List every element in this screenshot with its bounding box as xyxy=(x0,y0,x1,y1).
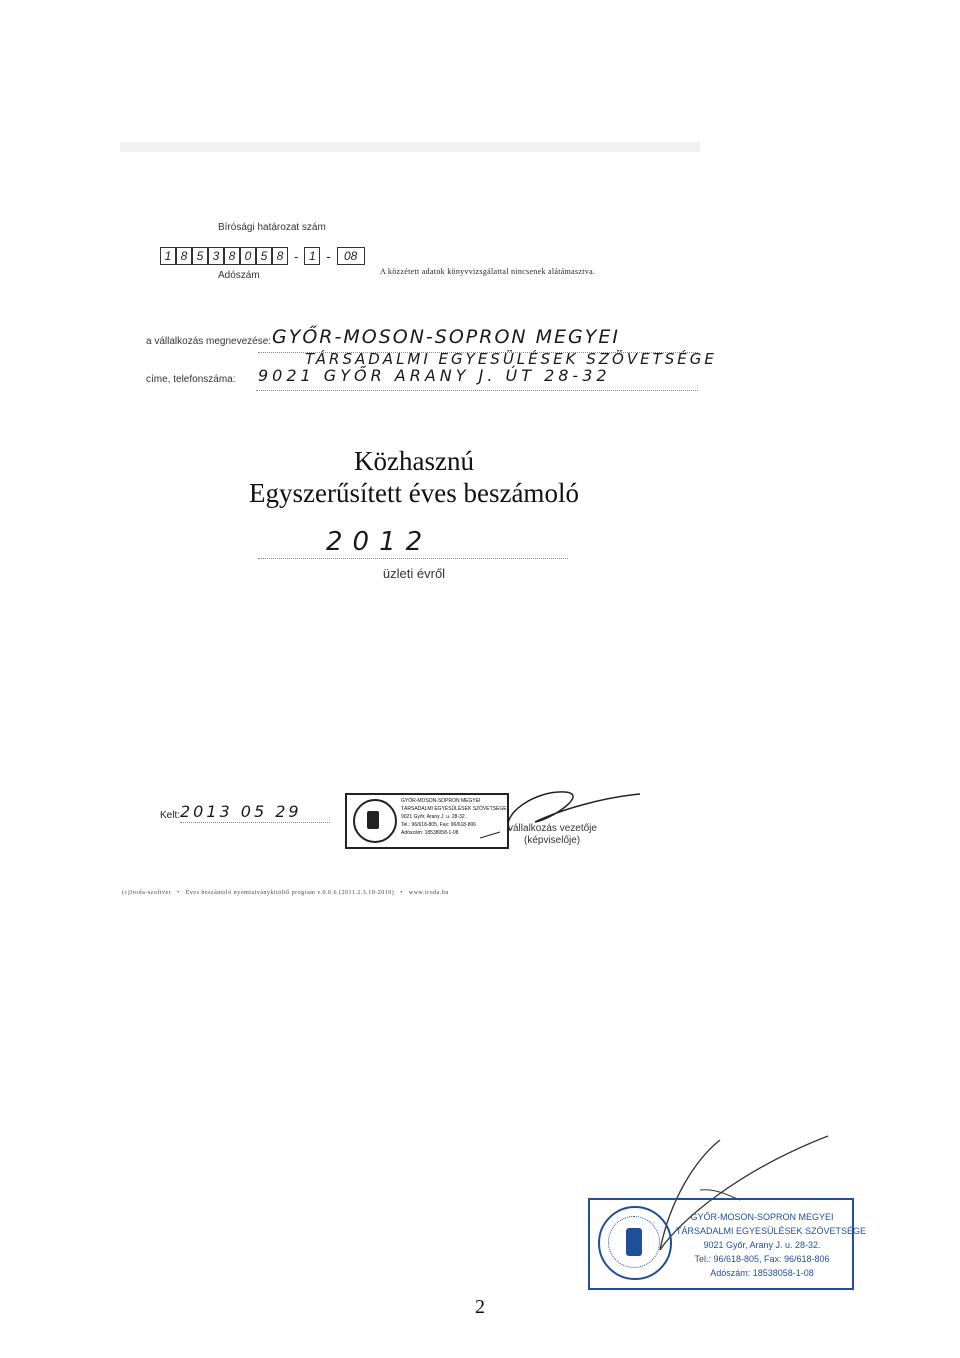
blue-organization-stamp xyxy=(588,1198,867,1290)
blue-stamp-emblem-icon xyxy=(598,1206,672,1280)
footer-left: (c)Iroda-szoftver xyxy=(122,890,172,896)
date-value: 2013 05 29 xyxy=(180,802,302,821)
blue-stamp-line: GYŐR-MOSON-SOPRON MEGYEI xyxy=(690,1212,834,1222)
court-decision-label: Bírósági határozat szám xyxy=(218,222,326,233)
year-dotted-line xyxy=(258,558,568,559)
date-dotted-line xyxy=(180,822,330,823)
tax-digit: 8 xyxy=(176,247,192,265)
blue-stamp-line: 9021 Győr, Arany J. u. 28-32. xyxy=(703,1240,821,1250)
representative-label xyxy=(508,823,597,847)
tax-end-digits: 08 xyxy=(337,247,365,265)
blue-stamp-line: TÁRSADALMI EGYESÜLÉSEK SZÖVETSÉGE xyxy=(676,1226,867,1236)
stamp-line: 9021 Győr, Arany J. u. 28-32. xyxy=(401,814,467,820)
company-name-line1: GYŐR-MOSON-SOPRON MEGYEI xyxy=(272,326,620,348)
tax-separator: - xyxy=(294,248,299,264)
stamp-emblem-icon xyxy=(353,799,397,843)
software-footer: (c)Iroda-szoftver • Éves beszámoló nyomtatványkitöltő program v.0.0.6 (2011.2.3.10-2010) • www.iroda.hu xyxy=(122,890,449,896)
document-title-line2: Egyszerűsített éves beszámoló xyxy=(249,478,579,508)
stamp-line: GYŐR-MOSON-SOPRON MEGYEI xyxy=(401,798,481,804)
footer-middle: Éves beszámoló nyomtatványkitöltő program v.0.0.6 (2011.2.3.10-2010) xyxy=(185,890,395,896)
address-dotted-line xyxy=(256,390,698,391)
stamp-line: Adószám: 18538058-1-08 xyxy=(401,830,459,836)
company-address: 9021 GYŐR ARANY J. ÚT 28-32 xyxy=(258,366,611,385)
address-label: címe, telefonszáma: xyxy=(146,374,236,385)
stamp-line: TÁRSADALMI EGYESÜLÉSEK SZÖVETSÉGE xyxy=(401,806,507,812)
footer-right: www.iroda.hu xyxy=(408,890,449,896)
date-label: Kelt: xyxy=(160,810,181,821)
representative-title: vállalkozás vezetője xyxy=(508,823,597,834)
company-name-label: a vállalkozás megnevezése: xyxy=(146,336,272,347)
tax-digit: 0 xyxy=(240,247,256,265)
tax-digit: 5 xyxy=(192,247,208,265)
representative-subtitle: (képviselője) xyxy=(524,835,581,846)
tax-separator: - xyxy=(326,248,331,264)
tax-digit: 8 xyxy=(272,247,288,265)
blue-stamp-line: Tel.: 96/618-805, Fax: 96/618-806 xyxy=(694,1254,830,1264)
tax-digit: 1 xyxy=(160,247,176,265)
fiscal-year: 2012 xyxy=(326,527,433,557)
tax-digit: 5 xyxy=(256,247,272,265)
stamp-line: Tel.: 96/618-805, Fax: 96/618-806 xyxy=(401,822,477,828)
blue-stamp-line: Adószám: 18538058-1-08 xyxy=(710,1268,814,1278)
tax-digit: 8 xyxy=(224,247,240,265)
audit-notice: A közzétett adatok könyvvizsgálattal nincsenek alátámasztva. xyxy=(380,267,596,276)
name-dotted-line xyxy=(258,352,698,353)
tax-digit: 3 xyxy=(208,247,224,265)
page-number: 2 xyxy=(475,1296,485,1318)
tax-middle-digit: 1 xyxy=(304,247,320,265)
company-name-line2: TÁRSADALMI EGYESÜLÉSEK SZÖVETSÉGE xyxy=(305,350,717,368)
tax-number-label: Adószám xyxy=(218,270,260,281)
scan-artifact-band xyxy=(120,142,700,152)
fiscal-year-label: üzleti évről xyxy=(382,566,446,581)
tax-number-field xyxy=(160,247,365,265)
document-title-line1: Közhasznú xyxy=(354,446,474,476)
